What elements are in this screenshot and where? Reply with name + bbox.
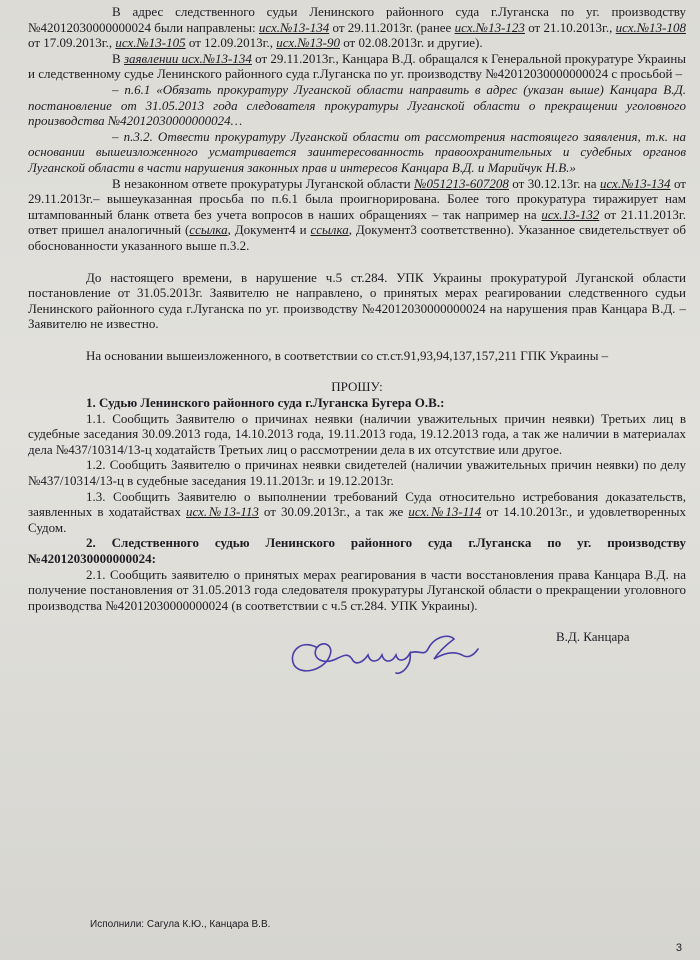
quote-point-3-2: – п.3.2. Отвести прокуратуру Луганской области от рассмотрения настоящего заявления, т.к. на основании вышеизложенного усматривается заинтересованность правоохранительных и судебных органов Луганской области в части нарушения законных прав и интересов Канцара В.Д. и Марийчук Н.В.»	[28, 128, 686, 175]
spacer	[28, 332, 686, 348]
link-outgoing-13-134-b[interactable]: исх.№13-134	[599, 175, 671, 191]
link-outgoing-13-114[interactable]: исх.№13-114	[408, 504, 482, 520]
link-outgoing-13-113[interactable]: исх.№13-113	[186, 504, 259, 520]
paragraph-addressees: В адрес следственного судьи Ленинского районного суда г.Луганска по уг. производству №42012030000000024 были направлены: исх.№13-134 от 29.11.2013г. (ранее исх.№13-123 от 21.10.2013г., исх.№13-108 от 17.09.2013г., исх.№13-105 от 12.09.2013г., исх.№13-90 от 02.08.2013г. и другие).	[28, 4, 686, 51]
link-outgoing-13-105[interactable]: исх.№13-105	[115, 35, 186, 51]
paragraph-legal-basis: На основании вышеизложенного, в соответствии со ст.ст.91,93,94,137,157,211 ГПК Украины –	[86, 347, 609, 363]
link-response-051213[interactable]: №051213-607208	[414, 175, 509, 191]
link-outgoing-13-90[interactable]: исх.№13-90	[276, 35, 340, 51]
section2-title: 2. Следственного судью Ленинского районного суда г.Луганска по уг. производству №42012030000000024:	[28, 535, 686, 566]
link-outgoing-13-134[interactable]: исх.№13-134	[258, 19, 330, 35]
item-2-1: 2.1. Сообщить заявителю о принятых мерах реагирования в части восстановления права Канцара В.Д. на получение постановления от 31.05.2013 года следователя прокуратуры Луганской области о прекращении уголовного производства №42012030000000024 (в соответствии с ч.5 ст.284. УПК Украины).	[28, 566, 686, 613]
item-1-2: 1.2. Сообщить Заявителю о причинах неявки свидетелей (наличии уважительных причин неявки) по делу №437/10314/13-ц в судебные заседания 19.11.2013г. и 19.12.2013г.	[28, 457, 686, 489]
quote-point-6-1: – п.6.1 «Обязать прокуратуру Луганской области направить в адрес (указан выше) Канцара В.Д. постановление от 31.05.2013 года следователя прокуратуры Луганской области о прекращении уголовного производства №42012030000000024…	[28, 81, 686, 129]
paragraph-statement: В заявлении исх.№13-134 от 29.11.2013г., Канцара В.Д. обращался к Генеральной прокуратуре Украины и следственному судье Ленинского районного суда г.Луганска по уг. производству №42012030000000024 с просьбой –	[28, 50, 687, 82]
paragraph-unlawful-response: В незаконном ответе прокуратуры Луганской области №051213-607208 от 30.12.13г. на исх.№13-134 от 29.11.2013г.– вышеуказанная просьба по п.6.1 была проигнорирована. Более того прокуратура тиражирует нам штампованный бланк ответа без учета вопросов в наших обращениях – так например на исх.13-132 от 21.11.2013г. ответ пришел аналогичный (ссылка, Документ4 и ссылка, Документ3 соответственно). Указанное свидетельствует об обоснованности указанного выше п.3.2.	[28, 175, 686, 253]
footer-executors: Исполнили: Сагула К.Ю., Канцара В.В.	[90, 919, 271, 930]
spacer	[28, 254, 686, 270]
item-1-3: 1.3. Сообщить Заявителю о выполнении требований Суда относительно истребования доказательств, заявленных в ходатайствах исх.№13-113 от 30.09.2013г., а так же исх.№13-114 от 14.10.2013г., и удовлетворенных Судом.	[28, 488, 686, 535]
spacer	[28, 363, 686, 379]
link-document4[interactable]: ссылка	[189, 222, 228, 238]
signer-name: В.Д. Канцара	[556, 629, 630, 645]
page-number: 3	[675, 942, 682, 954]
link-outgoing-13-132[interactable]: исх.13-132	[541, 206, 600, 222]
section1-title: 1. Судью Ленинского районного суда г.Луганска Бугера О.В.:	[86, 395, 445, 411]
item-1-1: 1.1. Сообщить Заявителю о причинах неявки (наличии уважительных причин неявки) Третьих лиц в судебные заседания 30.09.2013 года, 14.10.2013 года, 19.11.2013 года, 19.12.2013 года, а так же наличии в материалах дела №437/10314/13-ц ходатайств Третьих лиц о рассмотрении дела в их отсутствие или другое.	[28, 410, 686, 457]
paragraph-not-sent: До настоящего времени, в нарушение ч.5 ст.284. УПК Украины прокуратурой Луганской области постановление от 31.05.2013г. Заявителю не направлено, о принятых мерах реагировании следственного судьи Ленинского районного суда г.Луганска по уг. производству №42012030000000024 на нарушения прав Канцара В.Д. – Заявителю не известно.	[28, 269, 686, 332]
link-outgoing-13-108[interactable]: исх.№13-108	[615, 19, 686, 35]
signature-block	[28, 617, 686, 677]
link-outgoing-13-123[interactable]: исх.№13-123	[454, 19, 525, 35]
link-document3[interactable]: ссылка	[310, 222, 349, 238]
request-title: ПРОШУ:	[331, 379, 383, 395]
link-statement-13-134[interactable]: заявлении исх.№13-134	[123, 50, 252, 66]
handwritten-signature	[278, 619, 488, 679]
